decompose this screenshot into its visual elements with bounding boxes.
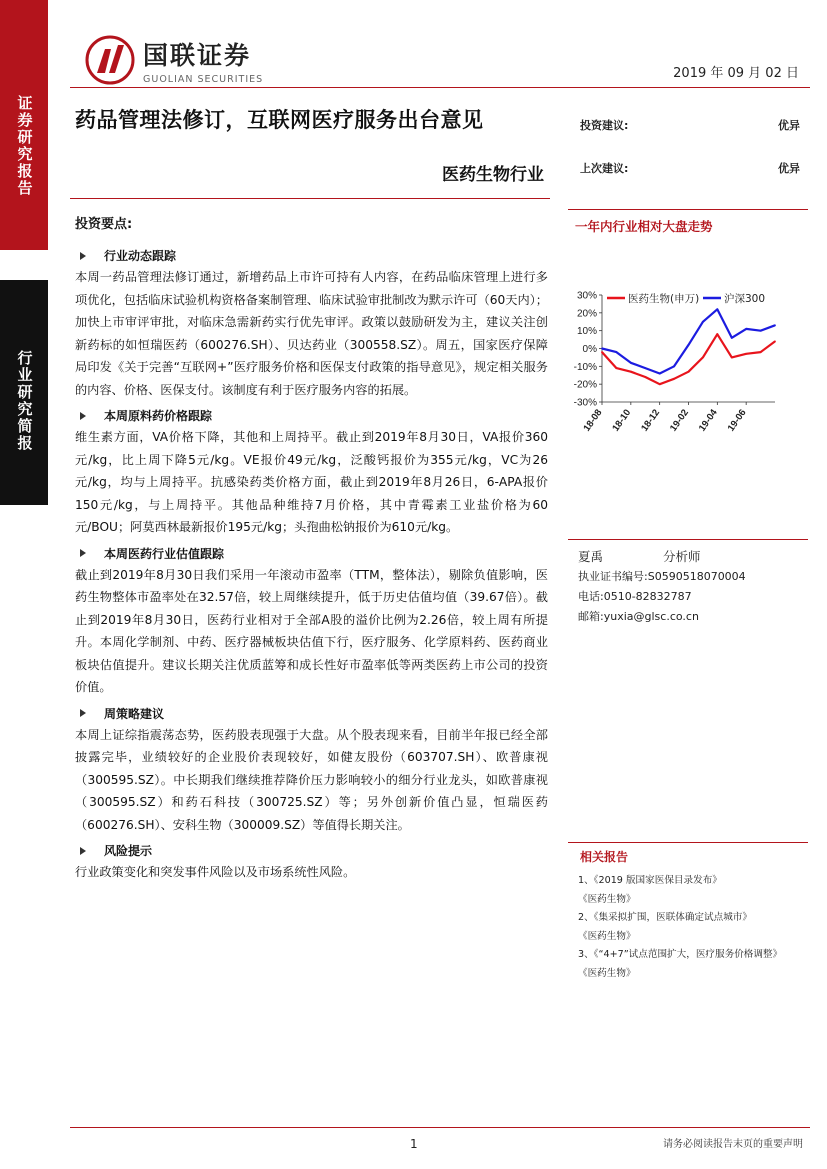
industry-name: 医药生物行业 xyxy=(442,165,544,185)
analyst-role: 分析师 xyxy=(663,549,701,564)
sidebar-report-category xyxy=(0,280,48,505)
rating-previous xyxy=(580,160,800,176)
series-point-1 xyxy=(601,348,603,350)
section-text-industry-news: 本周一药品管理法修订通过，新增药品上市许可持有人内容，在药品临床管理上进行多项优化，包括临床试验机构资格备案制管理、临床试验审批制改为默示许可（60天内）；加快上市审评审批，对临床急需新药实行优先审评。政策以鼓励研发为主，建议关注创新药标的如恒瑞医药（600276.SH）、贝达药业（300558.SZ）。周五，国家医疗保障局印发《关于完善“互联网+”医疗服务价格和医保支付政策的指导意见》，规定相关服务的内容、价格、医保支付。该制度有利于医疗服务内容的拓展。 xyxy=(75,270,548,397)
arrow-bullet-icon xyxy=(80,549,86,557)
section-heading-risk: 风险提示 xyxy=(80,840,548,861)
x-tick-label: 18-12 xyxy=(639,407,663,434)
email-link[interactable]: yuxia@glsc.co.cn xyxy=(603,609,699,623)
section-heading-api-price: 本周原料药价格跟踪 xyxy=(80,405,548,426)
y-tick-label: 0% xyxy=(582,344,597,355)
analyst-name: 夏禹 xyxy=(578,549,604,564)
series-point-1 xyxy=(716,308,718,310)
series-point-1 xyxy=(630,362,632,364)
series-point-1 xyxy=(644,367,646,369)
series-point-0 xyxy=(673,378,675,380)
series-point-1 xyxy=(702,321,704,323)
series-line-0 xyxy=(602,334,775,384)
analyst-info xyxy=(578,546,746,626)
section-text-risk: 行业政策变化和突发事件风险以及市场系统性风险。 xyxy=(75,865,356,879)
brand-logo xyxy=(85,35,263,85)
series-point-0 xyxy=(644,376,646,378)
series-point-0 xyxy=(774,340,776,342)
section-heading-industry-news: 行业动态跟踪 xyxy=(80,245,548,266)
related-report-source: 《医药生物》 xyxy=(578,893,636,905)
series-point-0 xyxy=(716,333,718,335)
x-tick-label: 18-08 xyxy=(581,407,605,434)
relative-performance-chart xyxy=(565,285,805,450)
chart-title: 一年内行业相对大盘走势 xyxy=(575,219,713,234)
x-tick-label: 18-10 xyxy=(610,407,634,434)
series-point-0 xyxy=(731,357,733,359)
arrow-bullet-icon xyxy=(80,252,86,260)
related-reports-list xyxy=(578,870,808,981)
sidebar-top-label: 证券研究报告 xyxy=(15,95,34,197)
y-tick-label: -10% xyxy=(573,361,597,373)
left-sidebar xyxy=(0,0,48,1169)
series-point-1 xyxy=(673,365,675,367)
section-heading-valuation: 本周医药行业估值跟踪 xyxy=(80,543,548,564)
brand-name-en: GUOLIAN SECURITIES xyxy=(143,73,264,85)
series-point-0 xyxy=(601,351,603,353)
phone-number: 0510-82832787 xyxy=(603,589,692,603)
rating-current-label: 投资建议: xyxy=(580,119,629,132)
related-report-title[interactable]: 3、《“4+7”试点范围扩大，医疗服务价格调整》 xyxy=(578,949,783,961)
key-points-heading: 投资要点: xyxy=(75,217,133,232)
series-line-1 xyxy=(602,309,775,373)
footer-divider xyxy=(70,1127,810,1128)
y-tick-label: 30% xyxy=(576,290,597,302)
related-divider xyxy=(568,842,808,843)
phone-label: 电话: xyxy=(578,590,604,603)
related-report-title[interactable]: 1、《2019 版国家医保目录发布》 xyxy=(578,875,722,887)
legend-label: 医药生物(申万) xyxy=(628,293,700,305)
report-date: 2019 年 09 月 02 日 xyxy=(673,66,799,81)
series-point-1 xyxy=(731,337,733,339)
series-point-1 xyxy=(745,328,747,330)
email-label: 邮箱: xyxy=(578,610,604,623)
series-point-0 xyxy=(760,351,762,353)
series-point-0 xyxy=(688,371,690,373)
main-content xyxy=(75,245,548,888)
rating-previous-label: 上次建议: xyxy=(580,162,629,175)
series-point-1 xyxy=(616,351,618,353)
series-point-0 xyxy=(745,353,747,355)
cert-label: 执业证书编号: xyxy=(578,570,648,583)
series-point-0 xyxy=(702,357,704,359)
related-report-title[interactable]: 2、《集采拟扩围，医联体确定试点城市》 xyxy=(578,912,752,924)
related-reports-title: 相关报告 xyxy=(580,850,629,864)
sidebar-report-type xyxy=(0,0,48,250)
series-point-0 xyxy=(630,371,632,373)
cert-number: S0590518070004 xyxy=(647,569,746,583)
legend-label: 沪深300 xyxy=(724,293,766,305)
section-text-strategy: 本周上证综指震荡态势，医药股表现强于大盘。从个股表现来看，目前半年报已经全部披露完毕，业绩较好的企业股价表现较好，如健友股份（603707.SH）、欧普康视（300595.SZ）。中长期我们继续推荐降价压力影响较小的细分行业龙头，如欧普康视（300595.SZ）和药石科技（300725.SZ）等；另外创新价值凸显，恒瑞医药（600276.SH）、安科生物（300009.SZ）等值得长期关注。 xyxy=(75,727,548,832)
related-report-source: 《医药生物》 xyxy=(578,967,636,979)
section-text-valuation: 截止到2019年8月30日我们采用一年滚动市盈率（TTM，整体法），剔除负值影响，医药生物整体市盈率处在32.57倍，较上周继续提升，低于历史估值均值（39.67倍）。截止到2019年8月30日，医药行业相对于全部A股的溢价比例为2.26倍，较上周有所提升。本周化学制剂、中药、医疗器械板块估值下行，医疗服务、化学原料药、医药商业板块估值提升。建议长期关注优质蓝筹和成长性好市盈率低等两类医药上市公司的投资价值。 xyxy=(75,567,548,694)
related-report-source: 《医药生物》 xyxy=(578,930,636,942)
section-heading-strategy: 周策略建议 xyxy=(80,703,548,724)
y-tick-label: -30% xyxy=(573,397,597,409)
arrow-bullet-icon xyxy=(80,709,86,717)
rating-current-value: 优异 xyxy=(778,119,800,132)
disclaimer-note: 请务必阅读报告末页的重要声明 xyxy=(663,1139,803,1150)
chart-bottom-divider xyxy=(568,539,808,540)
section-text-api-price: 维生素方面，VA价格下降，其他和上周持平。截止到2019年8月30日，VA报价360元/kg，比上周下降5元/kg。VE报价49元/kg，泛酸钙报价为355元/kg，VC为26元/kg，均与上周持平。抗感染药类价格方面，截止到2019年8月26日，6-APA报价150元/kg，与上周持平。其他品种维持7月价格，其中青霉素工业盐价格为60元/BOU；阿莫西林最新报价195元/kg；头孢曲松钠报价为610元/kg。 xyxy=(75,430,548,534)
chart-title-divider xyxy=(568,209,808,210)
brand-name-cn: 国联证券 xyxy=(143,40,252,70)
rating-previous-value: 优异 xyxy=(778,162,800,175)
rating-current xyxy=(580,117,800,133)
series-point-1 xyxy=(688,344,690,346)
series-point-1 xyxy=(774,324,776,326)
guolian-logo-icon xyxy=(85,35,135,85)
page-number: 1 xyxy=(410,1137,418,1151)
report-title: 药品管理法修订，互联网医疗服务出台意见 xyxy=(75,107,484,132)
header-divider xyxy=(70,87,810,88)
x-tick-label: 19-06 xyxy=(725,407,749,434)
series-point-1 xyxy=(659,373,661,375)
y-tick-label: 10% xyxy=(576,326,597,338)
arrow-bullet-icon xyxy=(80,847,86,855)
y-tick-label: -20% xyxy=(573,379,597,391)
x-tick-label: 19-02 xyxy=(668,407,691,434)
title-divider xyxy=(70,198,550,199)
sidebar-bottom-label: 行业研究简报 xyxy=(15,350,34,452)
series-point-1 xyxy=(760,330,762,332)
series-point-0 xyxy=(659,383,661,385)
y-tick-label: 20% xyxy=(576,308,597,320)
arrow-bullet-icon xyxy=(80,412,86,420)
series-point-0 xyxy=(616,367,618,369)
x-tick-label: 19-04 xyxy=(696,407,720,434)
